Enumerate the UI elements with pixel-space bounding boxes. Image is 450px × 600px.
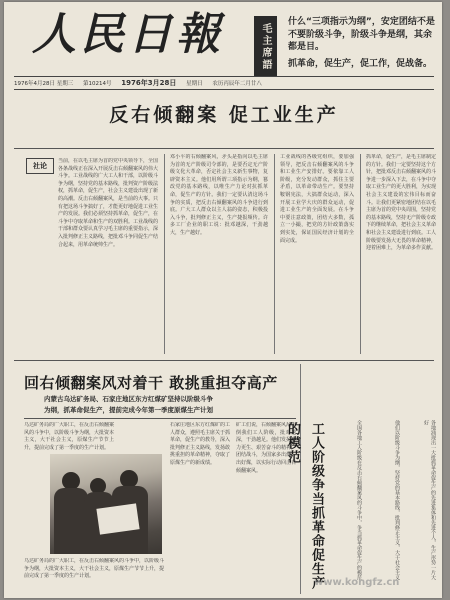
issue-number: 第10214号 [83,81,112,87]
column-divider [300,364,301,594]
newspaper-page [4,2,442,598]
article-column-4: 抓革命，促生产，是毛主席制定的方针。我们一定要坚持这个方针，把批邓反击右倾翻案风的斗争进一步深入下去，在斗争中夺取工业生产的更大胜利，为实现社会主义建设的宏伟目标而奋斗。让我们更紧密地团结在以毛主席为首的党中央周围，坚持党的基本路线，坚持无产阶级专政下的继续革命，把社会主义革命和社会主义建设进行到底。工人阶级要发扬大无畏的革命精神，迎着困难上，为革命多作贡献。 [366,154,436,252]
quotation-2: 抓革命，促生产，促工作，促战备。 [288,58,433,69]
sub-story-deck-1: 内蒙古乌达矿务局、石家庄地区东方红煤矿坚持以阶级斗争 [44,395,213,403]
quotation-text [288,16,438,74]
vertical-feature-text-2: 他们以阶级斗争为纲，坚持党的基本路线，批判修正主义，大干社会主义 [394,420,400,580]
issue-weekday: 星期日 [186,81,203,87]
dateline-bar [14,76,434,90]
column-divider [274,154,275,354]
column-divider [360,154,361,354]
vertical-feature-text-3: 各地涌现出一大批抓革命促生产的先进集体和先进个人，生产形势一片大好 [423,420,436,580]
sub-story-text-right: 矿工们说，右倾翻案风刮不倒我们工人阶级，批邓越深，干劲越足。他们发扬自力更生、艰苦奋斗的精神，团结战斗，为国家多出煤、出好煤，以实际行动回击右倾翻案风。 [236,422,296,474]
quotation-label-box: 毛主席語录 [254,16,277,76]
sub-story-text-left: 乌达矿务局的广大职工，在反击右倾翻案风的斗争中，以阶级斗争为纲，大批资本主义，大干社会主义，原煤生产节节上升，提前完成了第一季度的生产计划。 [24,422,114,450]
column-divider [164,154,165,354]
newspaper-masthead: 人民日報 [32,9,224,60]
vertical-feature-text-1: 全国各地工人阶级在反击右倾翻案风的斗争中，争当抓革命促生产的模范 [356,420,362,580]
photo-caption: 乌达矿务局的广大职工，在反击右倾翻案风的斗争中，以阶级斗争为纲，大批资本主义，大干社会主义，原煤生产节节上升，提前完成了第一季度的生产计划。 [24,558,164,580]
dateline-left: 1976年4月28日 星期三 [14,81,74,87]
article-column-1: 当前，在以毛主席为首的党中央领导下，全国各条战线正在深入开展反击右倾翻案风的伟大斗争。工业战线的广大工人和干部，以阶级斗争为纲，坚持党的基本路线，批判资产阶级法权，抓革命，促生产，社会主义建设出现了新的高潮。反击右倾翻案风，是当前的大事。只有把这场斗争搞好了，才能更好地促进工业生产的发展。我们必须坚持抓革命，促生产，在斗争中夺取革命和生产的双胜利。工业战线的干部和群众要认真学习毛主席的重要指示，深入批判修正主义路线，把批邓斗争同促生产结合起来，用革命统帅生产。 [58,158,158,248]
editorial-tag: 社论 [26,158,54,174]
sub-story-headline: 回右倾翻案风对着干 敢挑重担夺高产 [24,374,278,392]
miners-photo [50,454,162,554]
sub-story-text-middle: 石家庄地区东方红煤矿的工人群众，遵照毛主席关于抓革命，促生产的教导，深入批判修正主义路线，发扬敢挑重担的革命精神，夺取了原煤生产的新成绩。 [170,422,230,466]
lunar-date: 农历丙辰年二月廿八 [212,81,262,87]
watermark: www.kongfz.cn [314,577,400,588]
vertical-feature-title: 工人阶级争当抓革命促生产的模范 [285,422,324,590]
quotation-1: 什么“三项指示为纲”，安定团结不是不要阶级斗争，阶级斗争是纲，其余都是目。 [288,17,435,52]
article-column-2: 邓小平的右倾翻案风，矛头是指向以毛主席为首的无产阶级司令部的，是要否定无产阶级文化大革命，否定社会主义新生事物，复辟资本主义。他们用所谓三项指示为纲，篡改党的基本路线，以唯生产力论对抗抓革命，促生产的方针。我们一定要认清这场斗争的实质，把反击右倾翻案风的斗争进行到底。广大工人群众以主人翁的姿态，积极投入斗争，批判修正主义，生产捷报频传。许多工厂企业的职工说：批邓越深，干劲越大，生产越好。 [170,154,268,236]
headline-rule [14,148,434,149]
section-rule [14,360,434,361]
sub-story-rule [24,418,296,419]
sub-story-deck-2: 为纲，抓革命促生产，提前完成今年第一季度原煤生产计划 [44,406,213,414]
main-headline: 反右倾翻案 促工业生产 [109,104,339,126]
issue-date: 1976年3月28日 [121,79,177,87]
article-column-3: 工业战线的各级党组织，要加强领导，把反击右倾翻案风的斗争和工业生产安排好。要依靠工人阶级，充分发动群众，抓住主要矛盾，以革命带动生产。要坚持鞍钢宪法，大搞群众运动，深入开展工业学大庆的群众运动，促进工业生产的全面发展。在斗争中要注意政策，团结大多数，孤立一小撮，把党的方针政策落实到实处，保证国民经济计划的全面完成。 [280,154,354,244]
